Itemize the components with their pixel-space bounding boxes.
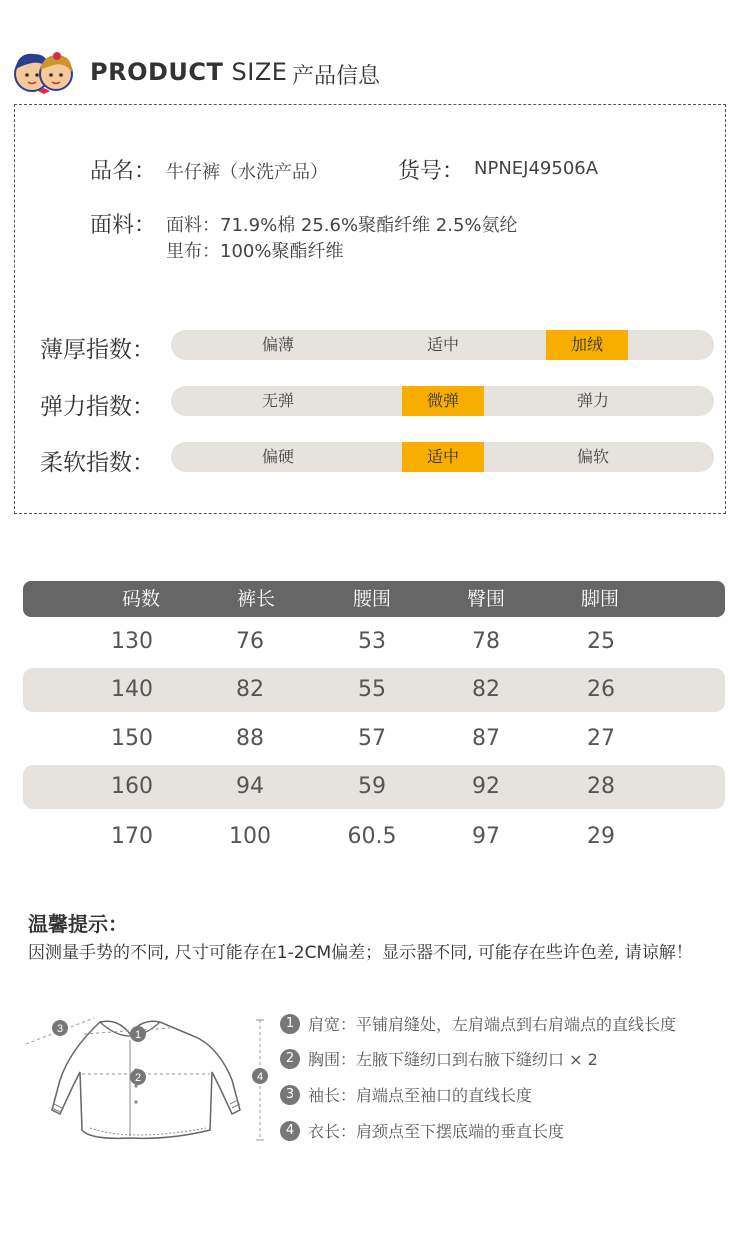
measure-item-sleeve	[280, 1083, 532, 1107]
thickness-index-label: 薄厚指数：	[40, 337, 155, 363]
cell-leg-opening: 25	[587, 629, 615, 654]
cell-size: 140	[111, 677, 153, 702]
cell-size: 130	[111, 629, 153, 654]
softness-index-label: 柔软指数：	[40, 450, 155, 476]
tips-title: 温馨提示：	[28, 912, 128, 936]
product-name-value: 牛仔裤（水洗产品）	[166, 162, 328, 183]
diagram-marker-4-label: 4	[256, 1071, 264, 1083]
header-title-thin: SIZE	[231, 58, 288, 86]
measure-item-chest	[280, 1047, 598, 1071]
fabric-line-1: 面料：71.9%棉 25.6%聚酯纤维 2.5%氨纶	[166, 215, 518, 236]
measure-text-2: 胸围：左腋下缝纫口到右腋下缝纫口 × 2	[308, 1050, 598, 1069]
cell-waist: 57	[358, 726, 386, 751]
diagram-marker-2-label: 2	[134, 1072, 142, 1084]
measure-item-length	[280, 1119, 564, 1143]
cell-length: 76	[236, 629, 264, 654]
brand-logo	[10, 44, 78, 98]
table-row	[23, 815, 725, 859]
measure-item-shoulder	[280, 1012, 676, 1036]
thickness-option-thin: 偏薄	[261, 335, 294, 354]
diagram-marker-3	[52, 1020, 68, 1036]
measure-num-2: 2	[280, 1049, 300, 1069]
diagram-marker-1-label: 1	[134, 1029, 142, 1041]
cell-size: 150	[111, 726, 153, 751]
cell-leg-opening: 27	[587, 726, 615, 751]
product-code-value: NPNEJ49506A	[474, 158, 599, 179]
fabric-label: 面料：	[90, 213, 157, 238]
table-row	[23, 765, 725, 809]
cell-hip: 92	[472, 774, 500, 799]
product-code-label: 货号：	[398, 159, 465, 184]
tips-text: 因测量手势的不同, 尺寸可能存在1-2CM偏差；显示器不同, 可能存在些许色差, 请谅解！	[28, 943, 693, 963]
cell-length: 94	[236, 774, 264, 799]
size-table-header	[23, 581, 725, 617]
elasticity-option-slight-selected: 微弹	[402, 386, 484, 416]
cell-length: 88	[236, 726, 264, 751]
softness-option-hard: 偏硬	[261, 447, 294, 466]
softness-option-medium-selected: 适中	[402, 442, 484, 472]
cell-hip: 97	[472, 824, 500, 849]
cell-leg-opening: 28	[587, 774, 615, 799]
header-title-cn: 产品信息	[292, 64, 381, 89]
softness-index-bar	[171, 442, 714, 472]
cell-hip: 78	[472, 629, 500, 654]
header-size: 码数	[121, 588, 160, 610]
header-length: 裤长	[236, 588, 275, 610]
table-row	[23, 620, 725, 664]
cell-size: 170	[111, 824, 153, 849]
diagram-marker-4	[252, 1068, 268, 1084]
softness-option-soft: 偏软	[576, 447, 609, 466]
diagram-marker-3-label: 3	[56, 1023, 64, 1035]
cell-waist: 59	[358, 774, 386, 799]
measure-text-1: 肩宽：平铺肩缝处，左肩端点到右肩端点的直线长度	[308, 1015, 677, 1034]
table-row	[23, 717, 725, 761]
header-leg-opening: 脚围	[580, 588, 619, 610]
diagram-marker-1	[130, 1026, 146, 1042]
cell-hip: 82	[472, 677, 500, 702]
diagram-marker-2	[130, 1069, 146, 1085]
cell-length: 100	[229, 824, 271, 849]
header-waist: 腰围	[352, 588, 391, 610]
measure-num-4: 4	[280, 1121, 300, 1141]
measure-num-1: 1	[280, 1014, 300, 1034]
header-title-bold: PRODUCT	[90, 58, 224, 86]
thickness-option-medium: 适中	[426, 335, 459, 354]
cell-length: 82	[236, 677, 264, 702]
jacket-measure-diagram	[20, 1010, 264, 1160]
cell-waist: 55	[358, 677, 386, 702]
thickness-option-fleece-selected: 加绒	[546, 330, 628, 360]
elasticity-option-stretch: 弹力	[576, 391, 609, 410]
cell-waist: 60.5	[347, 824, 397, 849]
header-hip: 臀围	[466, 588, 505, 610]
cell-hip: 87	[472, 726, 500, 751]
cell-leg-opening: 29	[587, 824, 615, 849]
measure-text-4: 衣长：肩颈点至下摆底端的垂直长度	[308, 1122, 565, 1141]
table-row	[23, 668, 725, 712]
measure-text-3: 袖长：肩端点至袖口的直线长度	[308, 1086, 533, 1105]
cell-waist: 53	[358, 629, 386, 654]
thickness-index-bar	[171, 330, 714, 360]
elasticity-index-label: 弹力指数：	[40, 394, 155, 420]
elasticity-option-none: 无弹	[261, 391, 294, 410]
measure-num-3: 3	[280, 1085, 300, 1105]
elasticity-index-bar	[171, 386, 714, 416]
cell-size: 160	[111, 774, 153, 799]
cell-leg-opening: 26	[587, 677, 615, 702]
header-title-en	[90, 58, 287, 86]
product-name-label: 品名：	[90, 159, 157, 184]
fabric-line-2: 里布：100%聚酯纤维	[166, 241, 344, 262]
